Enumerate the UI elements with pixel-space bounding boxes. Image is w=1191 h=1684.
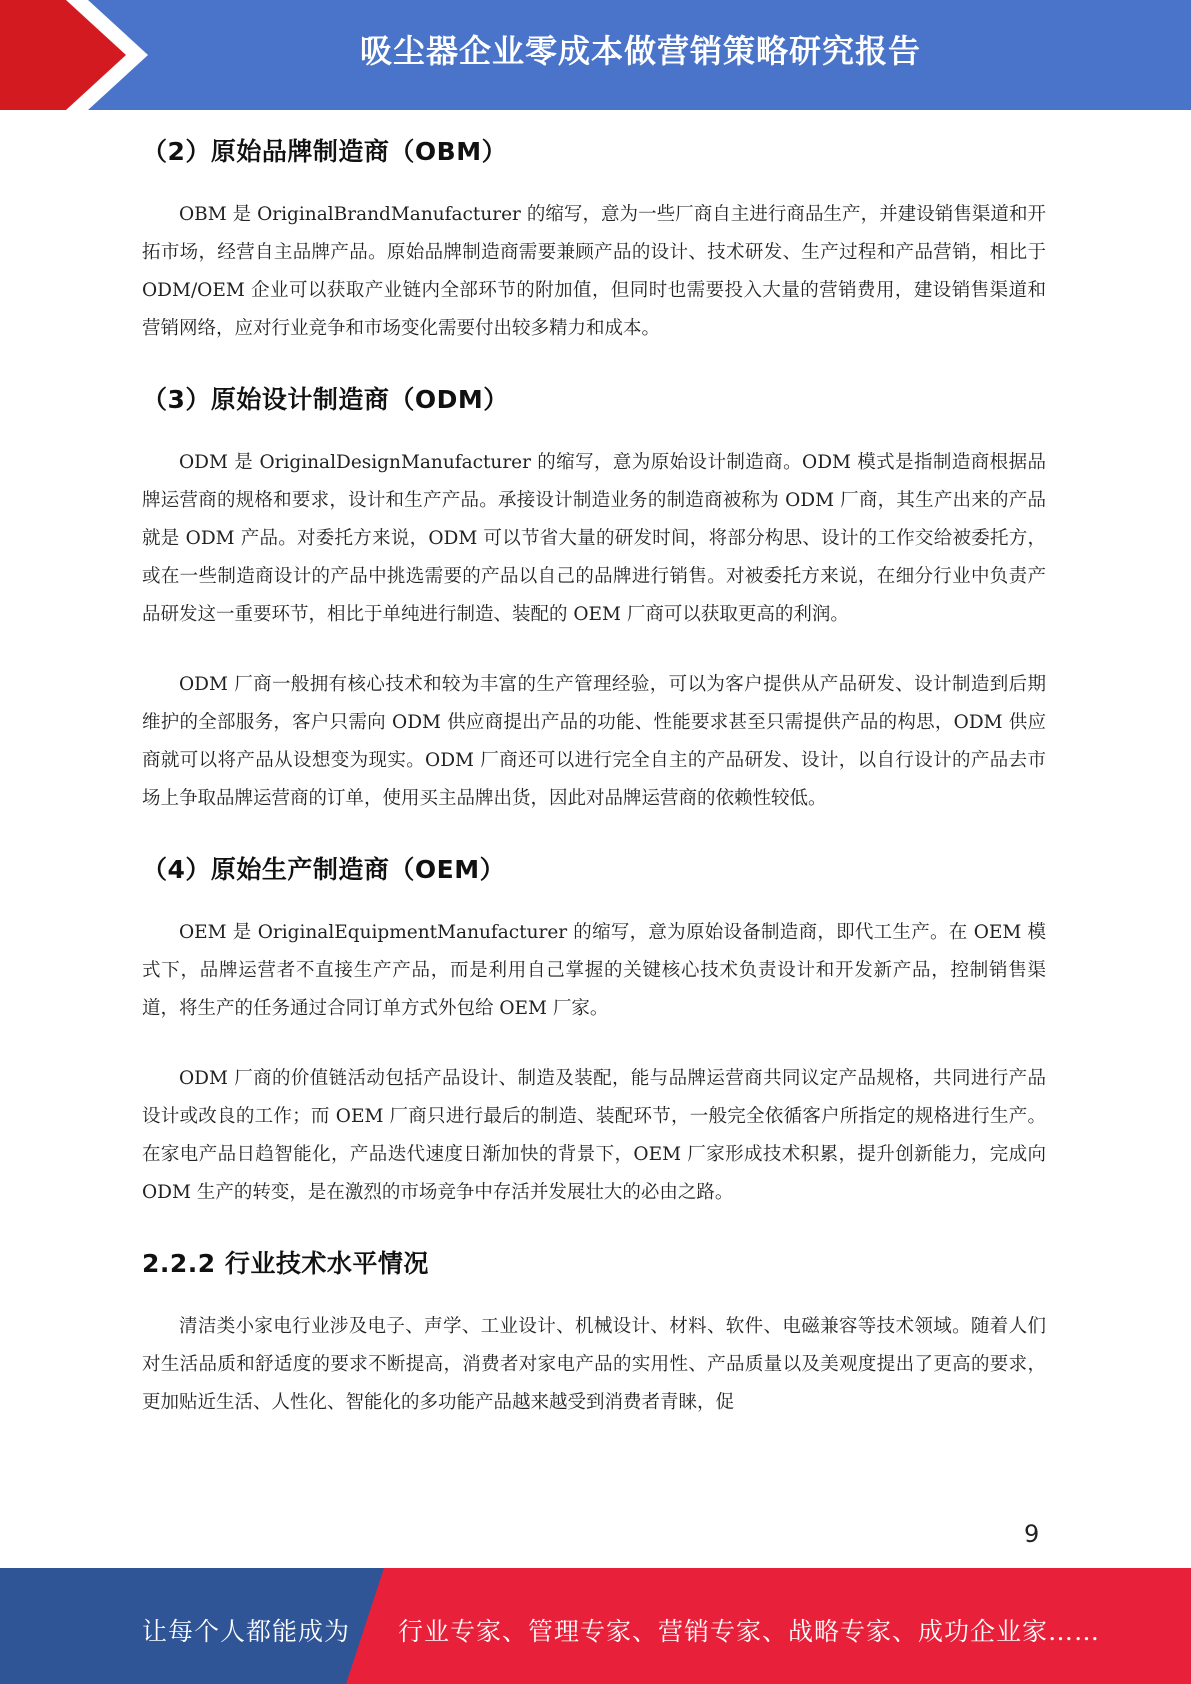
- section-odm: [142, 380, 1046, 818]
- paragraph: 清洁类小家电行业涉及电子、声学、工业设计、机械设计、材料、软件、电磁兼容等技术领域。随着人们对生活品质和舒适度的要求不断提高，消费者对家电产品的实用性、产品质量以及美观度提出了更高的要求，更加贴近生活、人性化、智能化的多功能产品越来越受到消费者青睐，促: [142, 1316, 1046, 1413]
- page-footer: [0, 1568, 1191, 1684]
- section-heading: 2.2.2 行业技术水平情况: [142, 1249, 429, 1278]
- section-tech-level: [142, 1244, 1046, 1422]
- section-heading: （3）原始设计制造商（ODM）: [142, 385, 509, 414]
- page-header: [0, 0, 1191, 110]
- paragraph: ODM 厂商的价值链活动包括产品设计、制造及装配，能与品牌运营商共同议定产品规格，共同进行产品设计或改良的工作；而 OEM 厂商只进行最后的制造、装配环节，一般完全依循客户所指定的规格进行生产。在家电产品日趋智能化，产品迭代速度日渐加快的背景下，OEM 厂家形成技术积累，提升创新能力，完成向 ODM 生产的转变，是在激烈的市场竞争中存活并发展壮大的必由之路。: [142, 1068, 1046, 1203]
- footer-slogan-right: 行业专家、管理专家、营销专家、战略专家、成功企业家……: [398, 1617, 1101, 1646]
- paragraph: ODM 是 OriginalDesignManufacturer 的缩写，意为原始设计制造商。ODM 模式是指制造商根据品牌运营商的规格和要求，设计和生产产品。承接设计制造业务的制造商被称为 ODM 厂商，其生产出来的产品就是 ODM 产品。对委托方来说，ODM 可以节省大量的研发时间，将部分构思、设计的工作交给被委托方，或在一些制造商设计的产品中挑选需要的产品以自己的品牌进行销售。对被委托方来说，在细分行业中负责产品研发这一重要环节，相比于单纯进行制造、装配的 OEM 厂商可以获取更高的利润。: [142, 452, 1046, 625]
- footer-slogan-left: 让每个人都能成为: [142, 1617, 351, 1646]
- report-title: 吸尘器企业零成本做营销策略研究报告: [359, 32, 921, 70]
- paragraph: ODM 厂商一般拥有核心技术和较为丰富的生产管理经验，可以为客户提供从产品研发、设计制造到后期维护的全部服务，客户只需向 ODM 供应商提出产品的功能、性能要求甚至只需提供产品的构思，ODM 供应商就可以将产品从设想变为现实。ODM 厂商还可以进行完全自主的产品研发、设计，以自行设计的产品去市场上争取品牌运营商的订单，使用买主品牌出货，因此对品牌运营商的依赖性较低。: [142, 674, 1046, 809]
- main-content: [142, 118, 1046, 1454]
- paragraph: OEM 是 OriginalEquipmentManufacturer 的缩写，意为原始设备制造商，即代工生产。在 OEM 模式下，品牌运营者不直接生产产品，而是利用自己掌握的关键核心技术负责设计和开发新产品，控制销售渠道，将生产的任务通过合同订单方式外包给 OEM 厂家。: [142, 922, 1046, 1019]
- section-heading: （2）原始品牌制造商（OBM）: [142, 137, 508, 166]
- paragraph: OBM 是 OriginalBrandManufacturer 的缩写，意为一些厂商自主进行商品生产，并建设销售渠道和开拓市场，经营自主品牌产品。原始品牌制造商需要兼顾产品的设计、技术研发、生产过程和产品营销，相比于 ODM/OEM 企业可以获取产业链内全部环节的附加值，但同时也需要投入大量的营销费用，建设销售渠道和营销网络，应对行业竞争和市场变化需要付出较多精力和成本。: [142, 204, 1046, 339]
- section-obm: [142, 132, 1046, 348]
- page-number: 9: [1024, 1520, 1040, 1548]
- section-heading: （4）原始生产制造商（OEM）: [142, 855, 506, 884]
- section-oem: [142, 850, 1046, 1212]
